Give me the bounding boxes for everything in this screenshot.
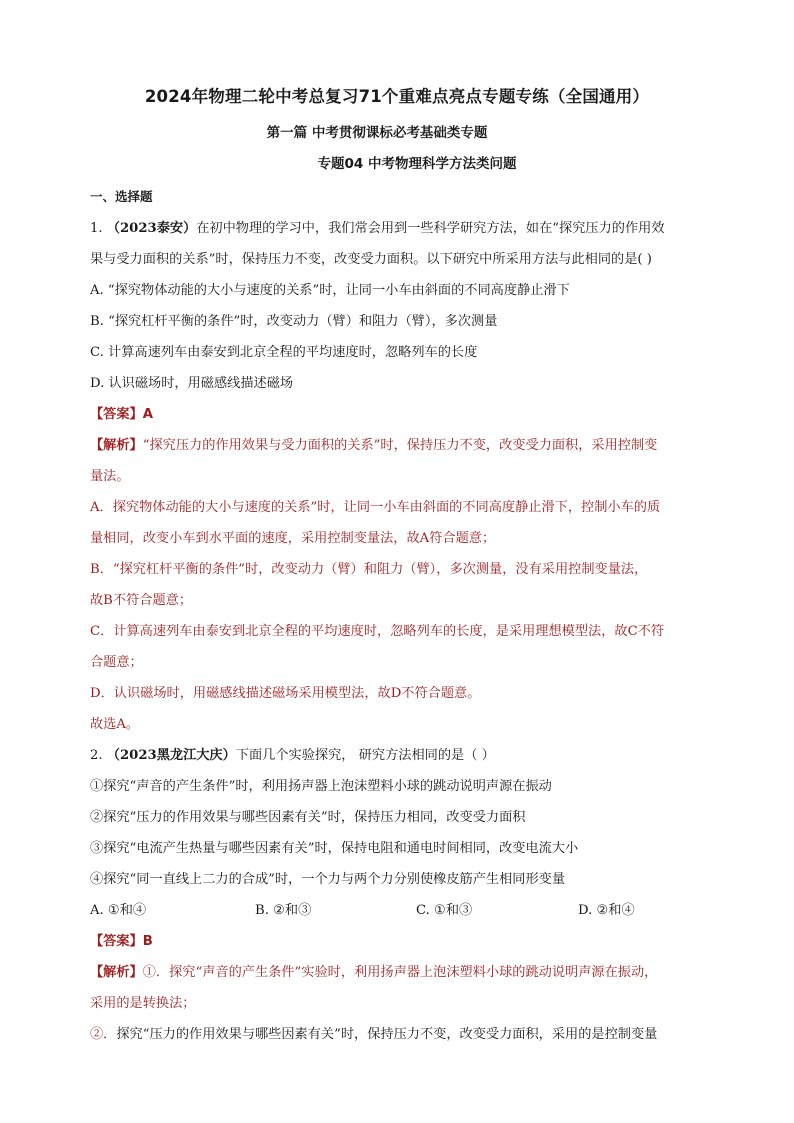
q2-answer: 【答案】B	[90, 934, 153, 949]
q1-explain-b-1: B．“探究杠杆平衡的条件”时，改变动力（臂）和阻力（臂），多次测量，没有采用控制变量法，	[90, 562, 648, 577]
q1-explain-a-2: 量相同，改变小车到水平面的速度，采用控制变量法，故A符合题意；	[90, 531, 496, 546]
question-source: （2023泰安）	[106, 221, 197, 236]
q1-option-c: C. 计算高速列车由泰安到北京全程的平均速度时，忽略列车的长度	[90, 345, 478, 360]
q1-explain-c-2: 合题意；	[90, 655, 143, 670]
q2-analysis-line-3: ②．探究“压力的作用效果与哪些因素有关”时，保持压力不变，改变受力面积，采用的是控制变量	[90, 1027, 658, 1042]
question-2-line-1	[90, 747, 495, 765]
question-1-line-1	[90, 220, 665, 238]
q1-option-d: D. 认识磁场时，用磁感线描述磁场	[90, 376, 294, 391]
q1-answer: 【答案】A	[90, 407, 153, 422]
analysis-label: 【解析】	[90, 965, 143, 980]
analysis-label: 【解析】	[90, 438, 143, 453]
q2-item-3: ③探究“电流产生热量与哪些因素有关”时，保持电阻和通电时间相同，改变电流大小	[90, 841, 579, 856]
question-stem: 下面几个实验探究， 研究方法相同的是（ ）	[235, 748, 495, 763]
section-heading: 一、选择题	[90, 189, 153, 204]
q2-item-2: ②探究“压力的作用效果与哪些因素有关”时，保持压力相同，改变受力面积	[90, 810, 526, 825]
q1-analysis-line-2: 量法。	[90, 469, 130, 484]
q2-option-c: C. ①和③	[416, 903, 473, 918]
q2-analysis-line-2: 采用的是转换法；	[90, 996, 196, 1011]
question-source: （2023黑龙江大庆）	[106, 748, 236, 763]
q1-explain-b-2: 故B不符合题意；	[90, 593, 193, 608]
q1-explain-d-1: D．认识磁场时，用磁感线描述磁场采用模型法，故D不符合题意。	[90, 686, 481, 701]
q1-option-a: A. “探究物体动能的大小与速度的关系”时，让同一小车由斜面的不同高度静止滑下	[90, 283, 570, 298]
q2-analysis-line-1: 【解析】①．探究“声音的产生条件”实验时，利用扬声器上泡沫塑料小球的跳动说明声源在振动，	[90, 965, 658, 980]
question-1-line-2: 果与受力面积的关系”时，保持压力不变，改变受力面积。以下研究中所采用方法与此相同的是( )	[90, 252, 652, 267]
q1-explain-c-1: C．计算高速列车由泰安到北京全程的平均速度时，忽略列车的长度，是采用理想模型法，故C不符	[90, 624, 665, 639]
document-title: 2024年物理二轮中考总复习71个重难点亮点专题专练（全国通用）	[144, 87, 650, 106]
q2-option-d: D. ②和④	[578, 903, 635, 918]
q1-conclusion: 故选A。	[90, 717, 140, 732]
q2-option-a: A. ①和④	[90, 903, 147, 918]
question-stem: 在初中物理的学习中，我们常会用到一些科学研究方法，如在“探究压力的作用效	[196, 221, 665, 236]
question-number: 1.	[90, 221, 103, 236]
q1-option-b: B. “探究杠杆平衡的条件”时，改变动力（臂）和阻力（臂），多次测量	[90, 314, 498, 329]
q2-option-b: B. ②和③	[255, 903, 312, 918]
q2-item-1: ①探究“声音的产生条件”时，利用扬声器上泡沫塑料小球的跳动说明声源在振动	[90, 779, 552, 794]
part-heading: 第一篇 中考贯彻课标必考基础类专题	[266, 125, 488, 141]
q2-item-4: ④探究“同一直线上二力的合成”时，一个力与两个力分别使橡皮筋产生相同形变量	[90, 872, 566, 887]
q1-explain-a-1: A．探究物体动能的大小与速度的关系”时，让同一小车由斜面的不同高度静止滑下，控制小车的质	[90, 500, 661, 515]
question-number: 2.	[90, 748, 103, 763]
q1-analysis-line-1: 【解析】“探究压力的作用效果与受力面积的关系”时，保持压力不变，改变受力面积，采用控制变	[90, 438, 658, 453]
topic-heading: 专题04 中考物理科学方法类问题	[317, 156, 517, 172]
